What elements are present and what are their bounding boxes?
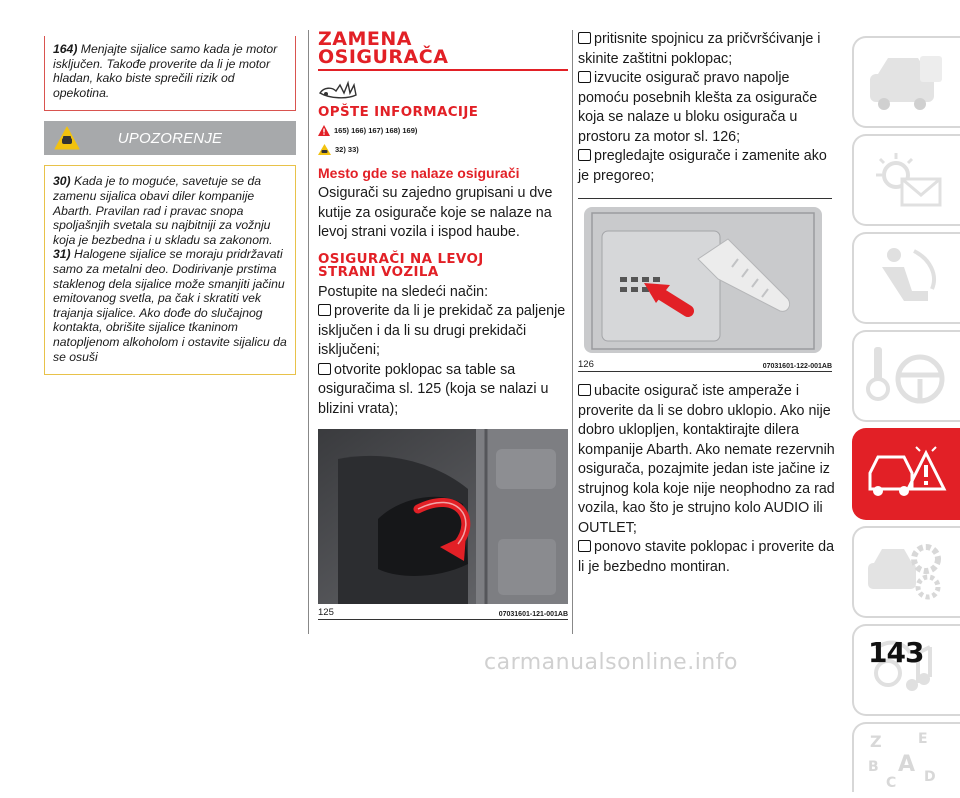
warning-30: [53, 174, 287, 247]
note-text: Menjajte sijalice samo kada je motor isključen. Takođe proverite da li je motor hladan, kako biste sprečili rizik od opekotina.: [53, 42, 278, 100]
title-rule: [318, 69, 568, 71]
procedure-step-5: pregledajte osigurače i zamenite ako je pregoreo;: [578, 147, 840, 186]
section-left-side-line1: OSIGURAČI NA LEVOJ: [318, 251, 484, 267]
chapter-tabs: [852, 36, 960, 798]
figure-126-code: 07031601-122-001AB: [762, 363, 832, 370]
section-left-side-line2: STRANI VOZILA: [318, 264, 439, 280]
section-left-side: [318, 253, 568, 279]
column-divider-1: [308, 30, 309, 634]
tab-driving[interactable]: [852, 330, 960, 422]
svg-text:Z: Z: [870, 732, 882, 751]
left-column: [44, 36, 296, 375]
note-164-box: [44, 36, 296, 111]
hand-pointer-icon: [318, 79, 362, 101]
svg-text:B: B: [868, 759, 879, 775]
figure-125-number: 125: [318, 607, 334, 618]
warning-31: [53, 247, 287, 364]
lights-envelope-icon: [868, 149, 946, 211]
tab-lights[interactable]: [852, 134, 960, 226]
warning-triangle-icon: [54, 126, 80, 150]
procedure-step-3: pritisnite spojnicu za pričvršćivanje i skinite zaštitni poklopac;: [578, 30, 840, 69]
warning-30-text: Kada je to moguće, savetuje se da zamenu sijalica obavi diler kompanije Abarth. Pravilan rad i pravac snopa spoljašnjih svetala su najbitniji za vožnju koja je bezbedna i u skladu sa zakonom.: [53, 174, 273, 247]
procedure-step-2: otvorite poklopac sa table sa osiguračima sl. 125 (koja se nalazi u blizini vrata);: [318, 361, 568, 420]
caution-car-icon: [318, 144, 331, 155]
emergency-car-icon: [866, 443, 948, 505]
section-general-info: OPŠTE INFORMACIJE: [318, 105, 479, 120]
caution-refs: [318, 144, 568, 155]
gears-car-icon: [866, 539, 948, 605]
warning-31-number: 31): [53, 247, 71, 262]
note-number: 164): [53, 42, 78, 56]
warning-31-text: Halogene sijalice se moraju pridržavati samo za metalni deo. Dodirivanje prstima staklenog dela sijalice može smanjiti jačinu emitovanog svetla, pa čak i skratiti vek trajanja sijalice. Ako dođe do slučajnog kontakta, obrišite sijalice tkaninom natopljenom alkoholom i ostavite sijalicu da se osuši: [53, 247, 287, 364]
warning-red-icon: [318, 125, 330, 136]
svg-text:A: A: [898, 752, 916, 777]
car-dashboard-icon: [868, 52, 946, 112]
warning-refs: [318, 125, 568, 136]
column-divider-2: [572, 30, 573, 634]
caution-refs-text: 32) 33): [335, 145, 359, 154]
procedure-step-1: proverite da li je prekidač za paljenje isključen i da li su drugi prekidači isključeni;: [318, 302, 568, 361]
alphabet-index-icon: [866, 727, 948, 789]
figure-125-caption: [318, 607, 568, 620]
page-number: 143: [868, 636, 924, 669]
seat-safety-icon: [868, 245, 946, 311]
fuse-location-text: Osigurači su zajedno grupisani u dve kutije za osigurače koje se nalaze na levoj strani vozila i ispod haube.: [318, 185, 553, 240]
figure-125-code: 07031601-121-001AB: [498, 611, 568, 618]
tab-emergency[interactable]: [852, 428, 960, 520]
svg-text:E: E: [918, 731, 928, 747]
svg-text:D: D: [924, 769, 936, 785]
figure-126-caption: [578, 359, 832, 372]
chapter-title-line1: ZAMENA: [318, 28, 412, 50]
fuse-location-heading: Mesto gde se nalaze osigurači: [318, 165, 520, 181]
figure-126-number: 126: [578, 359, 594, 370]
warning-30-number: 30): [53, 174, 71, 189]
svg-text:C: C: [886, 775, 897, 791]
procedure-step-6: ubacite osigurač iste amperaže i proverite da li se dobro uklopio. Ako nije dobro uklopljen, kontaktirajte dilera kompanije Abarth. Ako nemate rezervnih osigurača, pozajmite jedan iste jačine iz strujnog kola koje nije neophodno za rad vozila, kao što je strujno kolo AUDIO ili OUTLET;: [578, 382, 840, 538]
watermark: carmanualsonline.info: [484, 650, 738, 675]
chapter-title-line2: OSIGURAČA: [318, 46, 449, 68]
procedure-intro: Postupite na sledeći način:: [318, 283, 489, 300]
warning-box: [44, 165, 296, 375]
warning-header: [44, 121, 296, 155]
warning-refs-text: 165) 166) 167) 168) 169): [334, 126, 418, 135]
middle-column: [318, 30, 568, 620]
tab-index[interactable]: [852, 722, 960, 792]
procedure-step-7: ponovo stavite poklopac i proverite da li je bezbedno montiran.: [578, 538, 840, 577]
figure-126-image: [578, 198, 832, 356]
steering-wheel-key-icon: [866, 343, 948, 409]
warning-title: UPOZORENJE: [117, 129, 223, 147]
chapter-title: [318, 30, 568, 66]
tab-safety[interactable]: [852, 232, 960, 324]
tab-dashboard[interactable]: [852, 36, 960, 128]
right-column: [578, 30, 840, 577]
figure-125-image: [318, 429, 568, 604]
procedure-step-4: izvucite osigurač pravo napolje pomoću posebnih klešta za osigurače koja se nalaze u bloku osigurača u prostoru za motor sl. 126;: [578, 69, 840, 147]
tab-maintenance[interactable]: [852, 526, 960, 618]
